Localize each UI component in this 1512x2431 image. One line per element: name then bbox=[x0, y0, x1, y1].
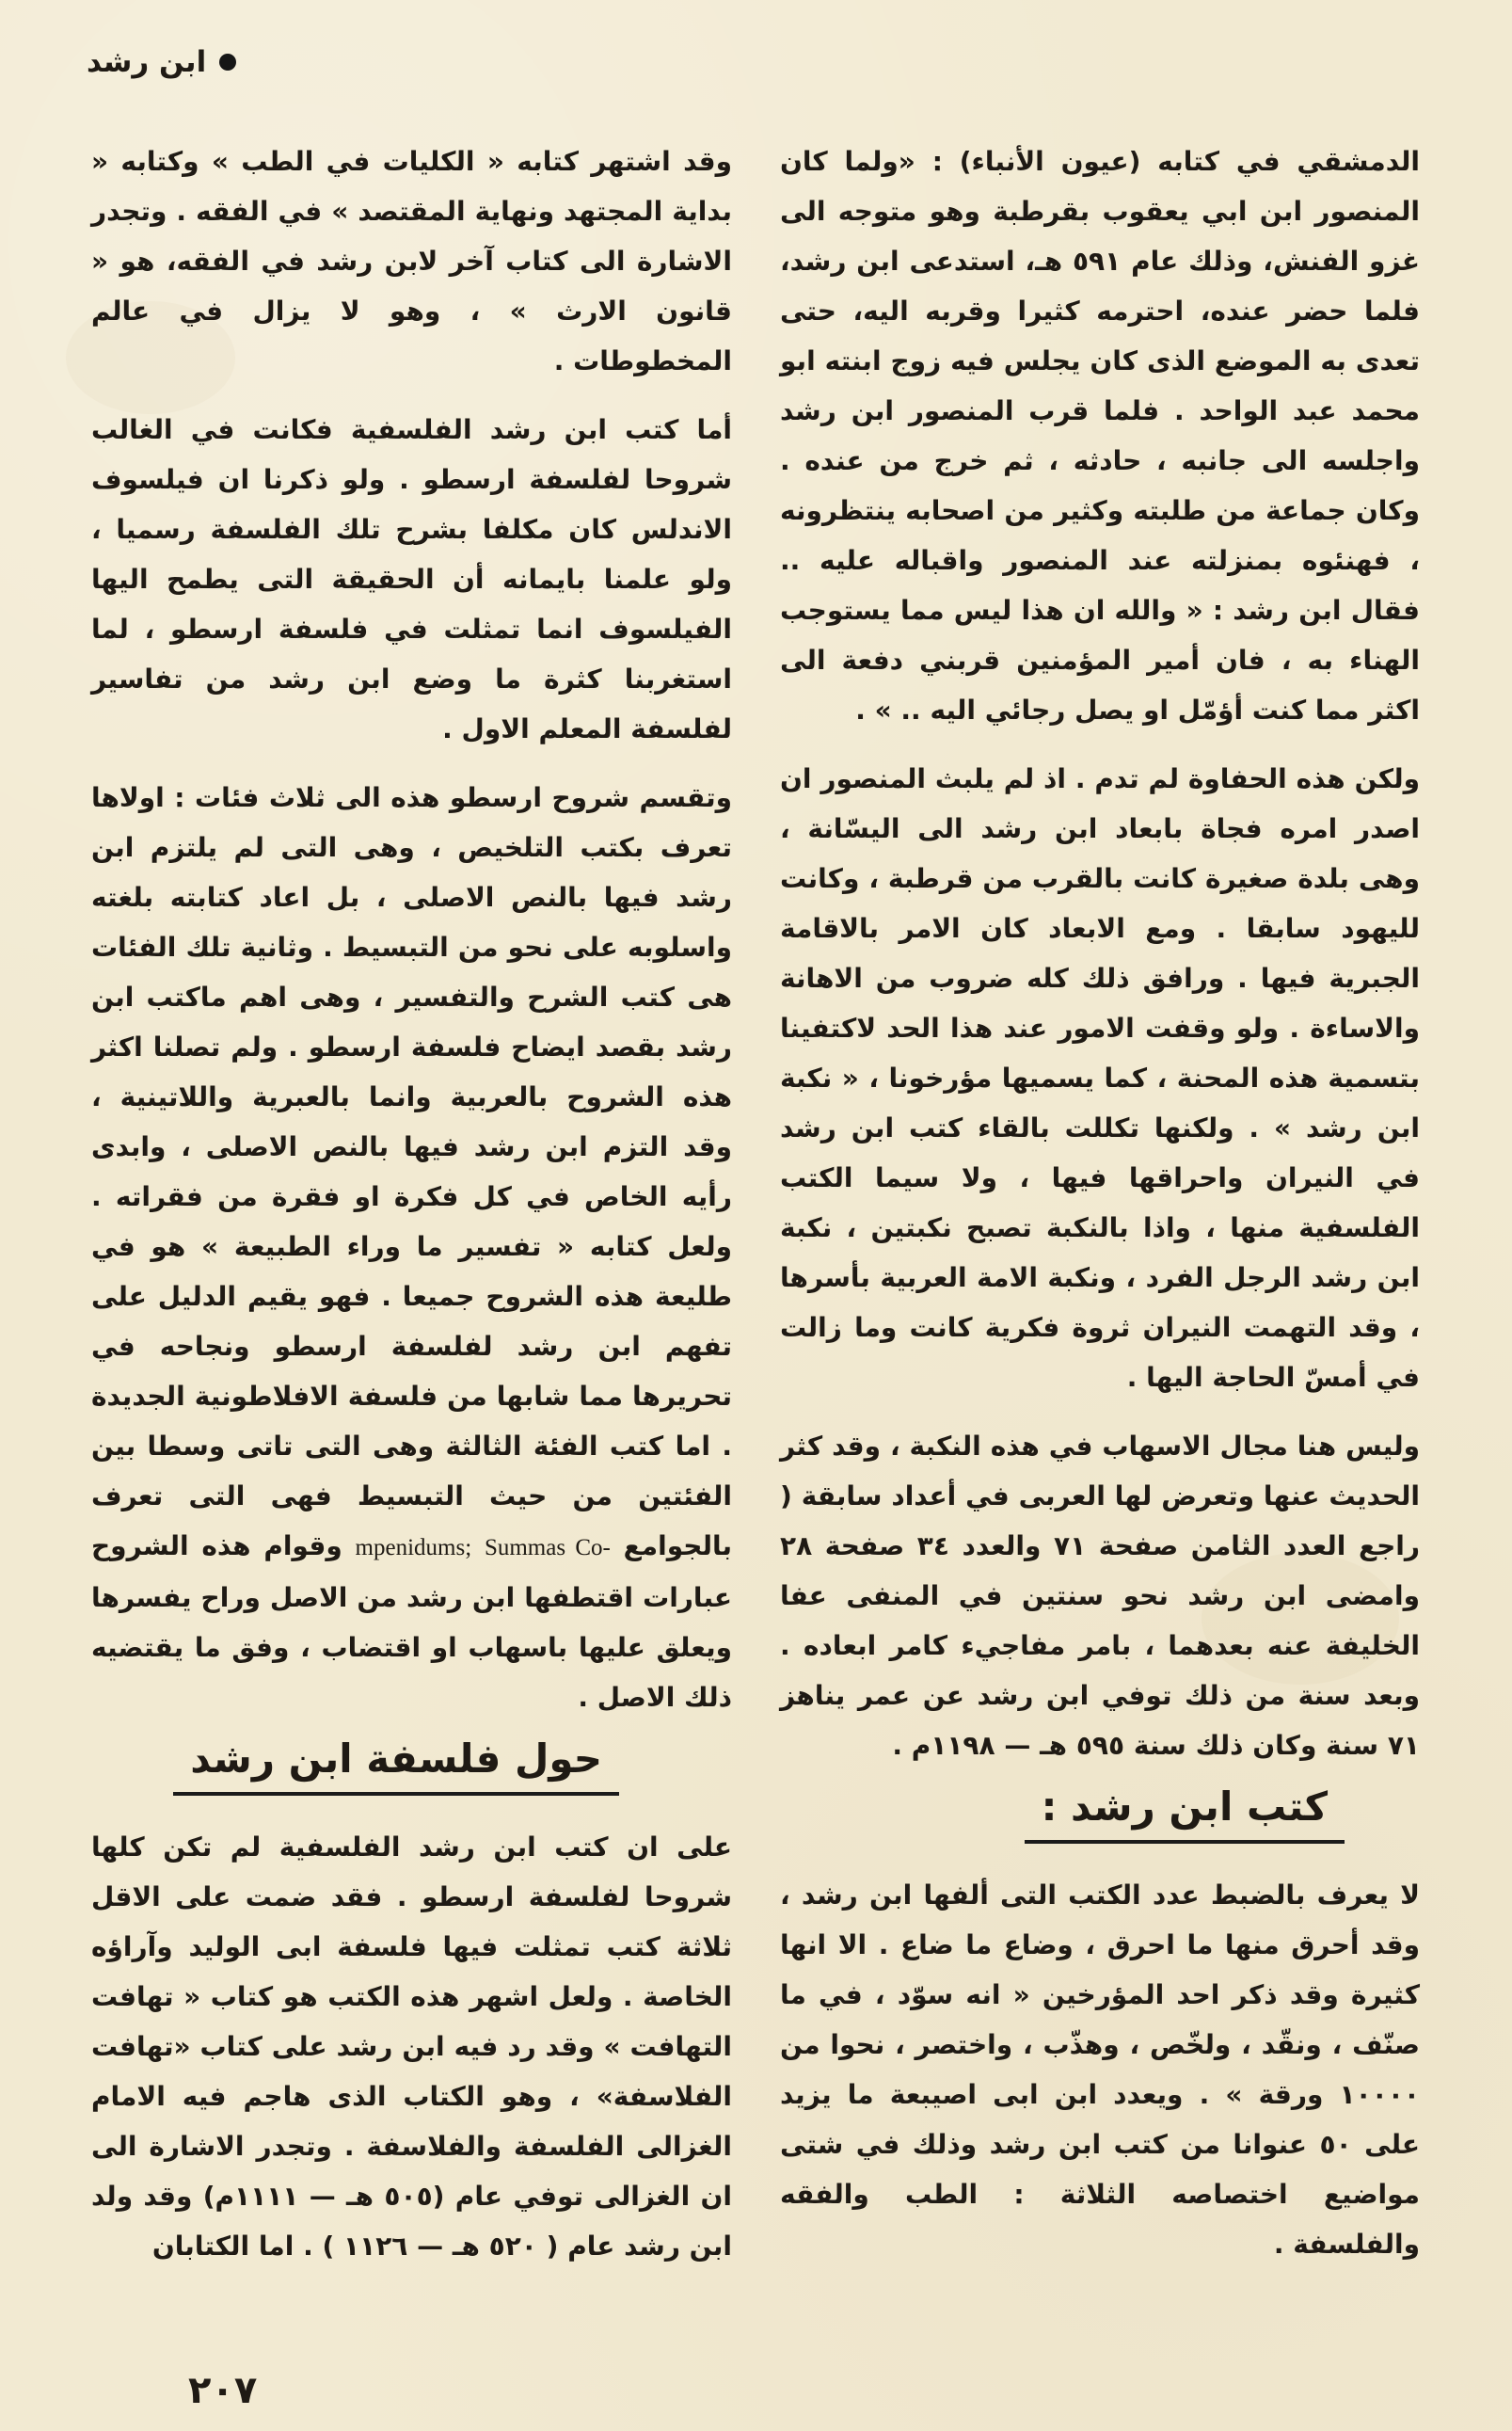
right-paragraph-2: ولكن هذه الحفاوة لم تدم . اذ لم يلبث المنصور ان اصدر امره فجاة بابعاد ابن رشد الى اليسّانة ، وهى بلدة صغيرة كانت بالقرب من قرطبة ، وكانت لليهود سابقا . ومع الابعاد كان الامر بالاقامة الجبرية فيها . ورافق ذلك كله ضروب من الاهانة والاساءة . ولو وقفت الامور عند هذا الحد لاكتفينا بتسمية هذه المحنة ، كما يسميها مؤرخونا ، « نكبة ابن رشد » . ولكنها تكللت بالقاء كتب ابن رشد في النيران واحراقها فيها ، ولا سيما الكتب الفلسفية منها ، واذا بالنكبة تصبح نكبتين ، نكبة ابن رشد الرجل الفرد ، ونكبة الامة العربية بأسرها ، وقد التهمت النيران ثروة فكرية كانت وما زالت في أمسّ الحاجة اليها . bbox=[780, 763, 1420, 1393]
left-paragraph-1: وقد اشتهر كتابه « الكليات في الطب » وكتابه « بداية المجتهد ونهاية المقتصد » في الفقه . وتجدر الاشارة الى كتاب آخر لابن رشد في الفقه، هو « قانون الارث » ، وهو لا يزال في عالم المخطوطات . bbox=[91, 146, 732, 376]
left-paragraph-3-end: وقوام هذه الشروح عبارات اقتطفها ابن رشد من الاصل وراح يفسرها ويعلق عليها باسهاب او اقتضاب ، وفق ما يقتضيه ذلك الاصل . bbox=[91, 1530, 732, 1713]
section-title-philosophy: حول فلسفة ابن رشد bbox=[173, 1735, 619, 1796]
left-column bbox=[91, 136, 732, 2290]
latin-term-2: mpenidums; bbox=[355, 1535, 472, 1560]
page-number: ٢٠٧ bbox=[188, 2369, 258, 2412]
left-section-paragraph: على ان كتب ابن رشد الفلسفية لم تكن كلها شروحا لفلسفة ارسطو . فقد ضمت على الاقل ثلاثة كتب تمثلت فيها فلسفة ابى الوليد وآراؤه الخاصة . ولعل اشهر هذه الكتب هو كتاب « تهافت التهافت » وقد رد فيه ابن رشد على كتاب «تهافت الفلاسفة» ، وهو الكتاب الذى هاجم فيه الامام الغزالى الفلسفة والفلاسفة . وتجدر الاشارة الى ان الغزالى توفي عام (٥٠٥ هـ — ١١١١م) وقد ولد ابن رشد عام ( ٥٢٠ هـ — ١١٢٦ ) . اما الكتابان bbox=[91, 1831, 732, 2263]
latin-term-1: Summas Co- bbox=[484, 1535, 611, 1560]
right-column bbox=[780, 136, 1420, 2288]
left-paragraph-3-text: وتقسم شروح ارسطو هذه الى ثلاث فئات : اولاها تعرف بكتب التلخيص ، وهى التى لم يلتزم ابن رشد فيها بالنص الاصلى ، بل اعاد كتابته بلغته واسلوبه على نحو من التبسيط . وثانية تلك الفئات هى كتب الشرح والتفسير ، وهى اهم ماكتب ابن رشد بقصد ايضاح فلسفة ارسطو . ولم تصلنا اكثر هذه الشروح بالعربية وانما بالعبرية واللاتينية ، وقد التزم ابن رشد فيها بالنص الاصلى ، وابدى رأيه الخاص في كل فكرة او فقرة من فقراته . ولعل كتابه « تفسير ما وراء الطبيعة » هو في طليعة هذه الشروح جميعا . فهو يقيم الدليل على تفهم ابن رشد لفلسفة ارسطو ونجاحه في تحريرها مما شابها من فلسفة الافلاطونية الجديدة . اما كتب الفئة الثالثة وهى التى تاتى وسطا بين الفئتين من حيث التبسيط فهى التى تعرف بالجوامع bbox=[91, 782, 732, 1561]
header-bullet bbox=[219, 54, 236, 71]
left-paragraph-2: أما كتب ابن رشد الفلسفية فكانت في الغالب شروحا لفلسفة ارسطو . ولو ذكرنا ان فيلسوف الاندلس كان مكلفا بشرح تلك الفلسفة رسميا ، ولو علمنا بايمانه أن الحقيقة التى يطمح اليها الفيلسوف انما تمثلت في فلسفة ارسطو ، لما استغربنا كثرة ما وضع ابن رشد من تفاسير لفلسفة المعلم الاول . bbox=[91, 414, 732, 744]
right-paragraph-1: الدمشقي في كتابه (عيون الأنباء) : «ولما كان المنصور ابن ابي يعقوب بقرطبة وهو متوجه الى غزو الفنش، وذلك عام ٥٩١ هـ، استدعى ابن رشد، فلما حضر عنده، احترمه كثيرا وقربه اليه، حتى تعدى به الموضع الذى كان يجلس فيه زوج ابنته ابو محمد عبد الواحد . فلما قرب المنصور ابن رشد واجلسه الى جانبه ، حادثه ، ثم خرج من عنده . وكان جماعة من طلبته وكثير من اصحابه ينتظرونه ، فهنئوه بمنزلته عند المنصور واقباله عليه .. فقال ابن رشد : « والله ان هذا ليس مما يستوجب الهناء به ، فان أمير المؤمنين قربني دفعة الى اكثر مما كنت أؤمّل او يصل رجائي اليه .. » . bbox=[780, 146, 1421, 726]
header-title: ابن رشد bbox=[87, 45, 207, 79]
running-header bbox=[87, 45, 236, 79]
right-paragraph-3: وليس هنا مجال الاسهاب في هذه النكبة ، وقد كثر الحديث عنها وتعرض لها العربى في أعداد سابقة ( راجع العدد الثامن صفحة ٧١ والعدد ٣٤ صفحة ٢٨ وامضى ابن رشد نحو سنتين في المنفى عفا الخليفة عنه بعدهما ، بامر مفاجيء كامر ابعاده . وبعد سنة من ذلك توفي ابن رشد عن عمر يناهز ٧١ سنة وكان ذلك سنة ٥٩٥ هـ — ١١٩٨م . bbox=[780, 1431, 1421, 1761]
section-title-books: كتب ابن رشد : bbox=[1025, 1783, 1345, 1844]
right-section-paragraph: لا يعرف بالضبط عدد الكتب التى ألفها ابن رشد ، وقد أحرق منها ما احرق ، وضاع ما ضاع . الا انها كثيرة وقد ذكر احد المؤرخين « انه سوّد ، في ما صنّف ، ونقّد ، ولخّص ، وهذّب ، واختصر ، نحوا من ١٠٠٠٠ ورقة » . ويعدد ابن ابى اصيبعة ما يزيد على ٥٠ عنوانا من كتب ابن رشد وذلك في شتى مواضيع اختصاصه الثلاثة : الطب والفقه والفلسفة . bbox=[780, 1879, 1420, 2261]
left-paragraph-3 bbox=[91, 773, 732, 1722]
